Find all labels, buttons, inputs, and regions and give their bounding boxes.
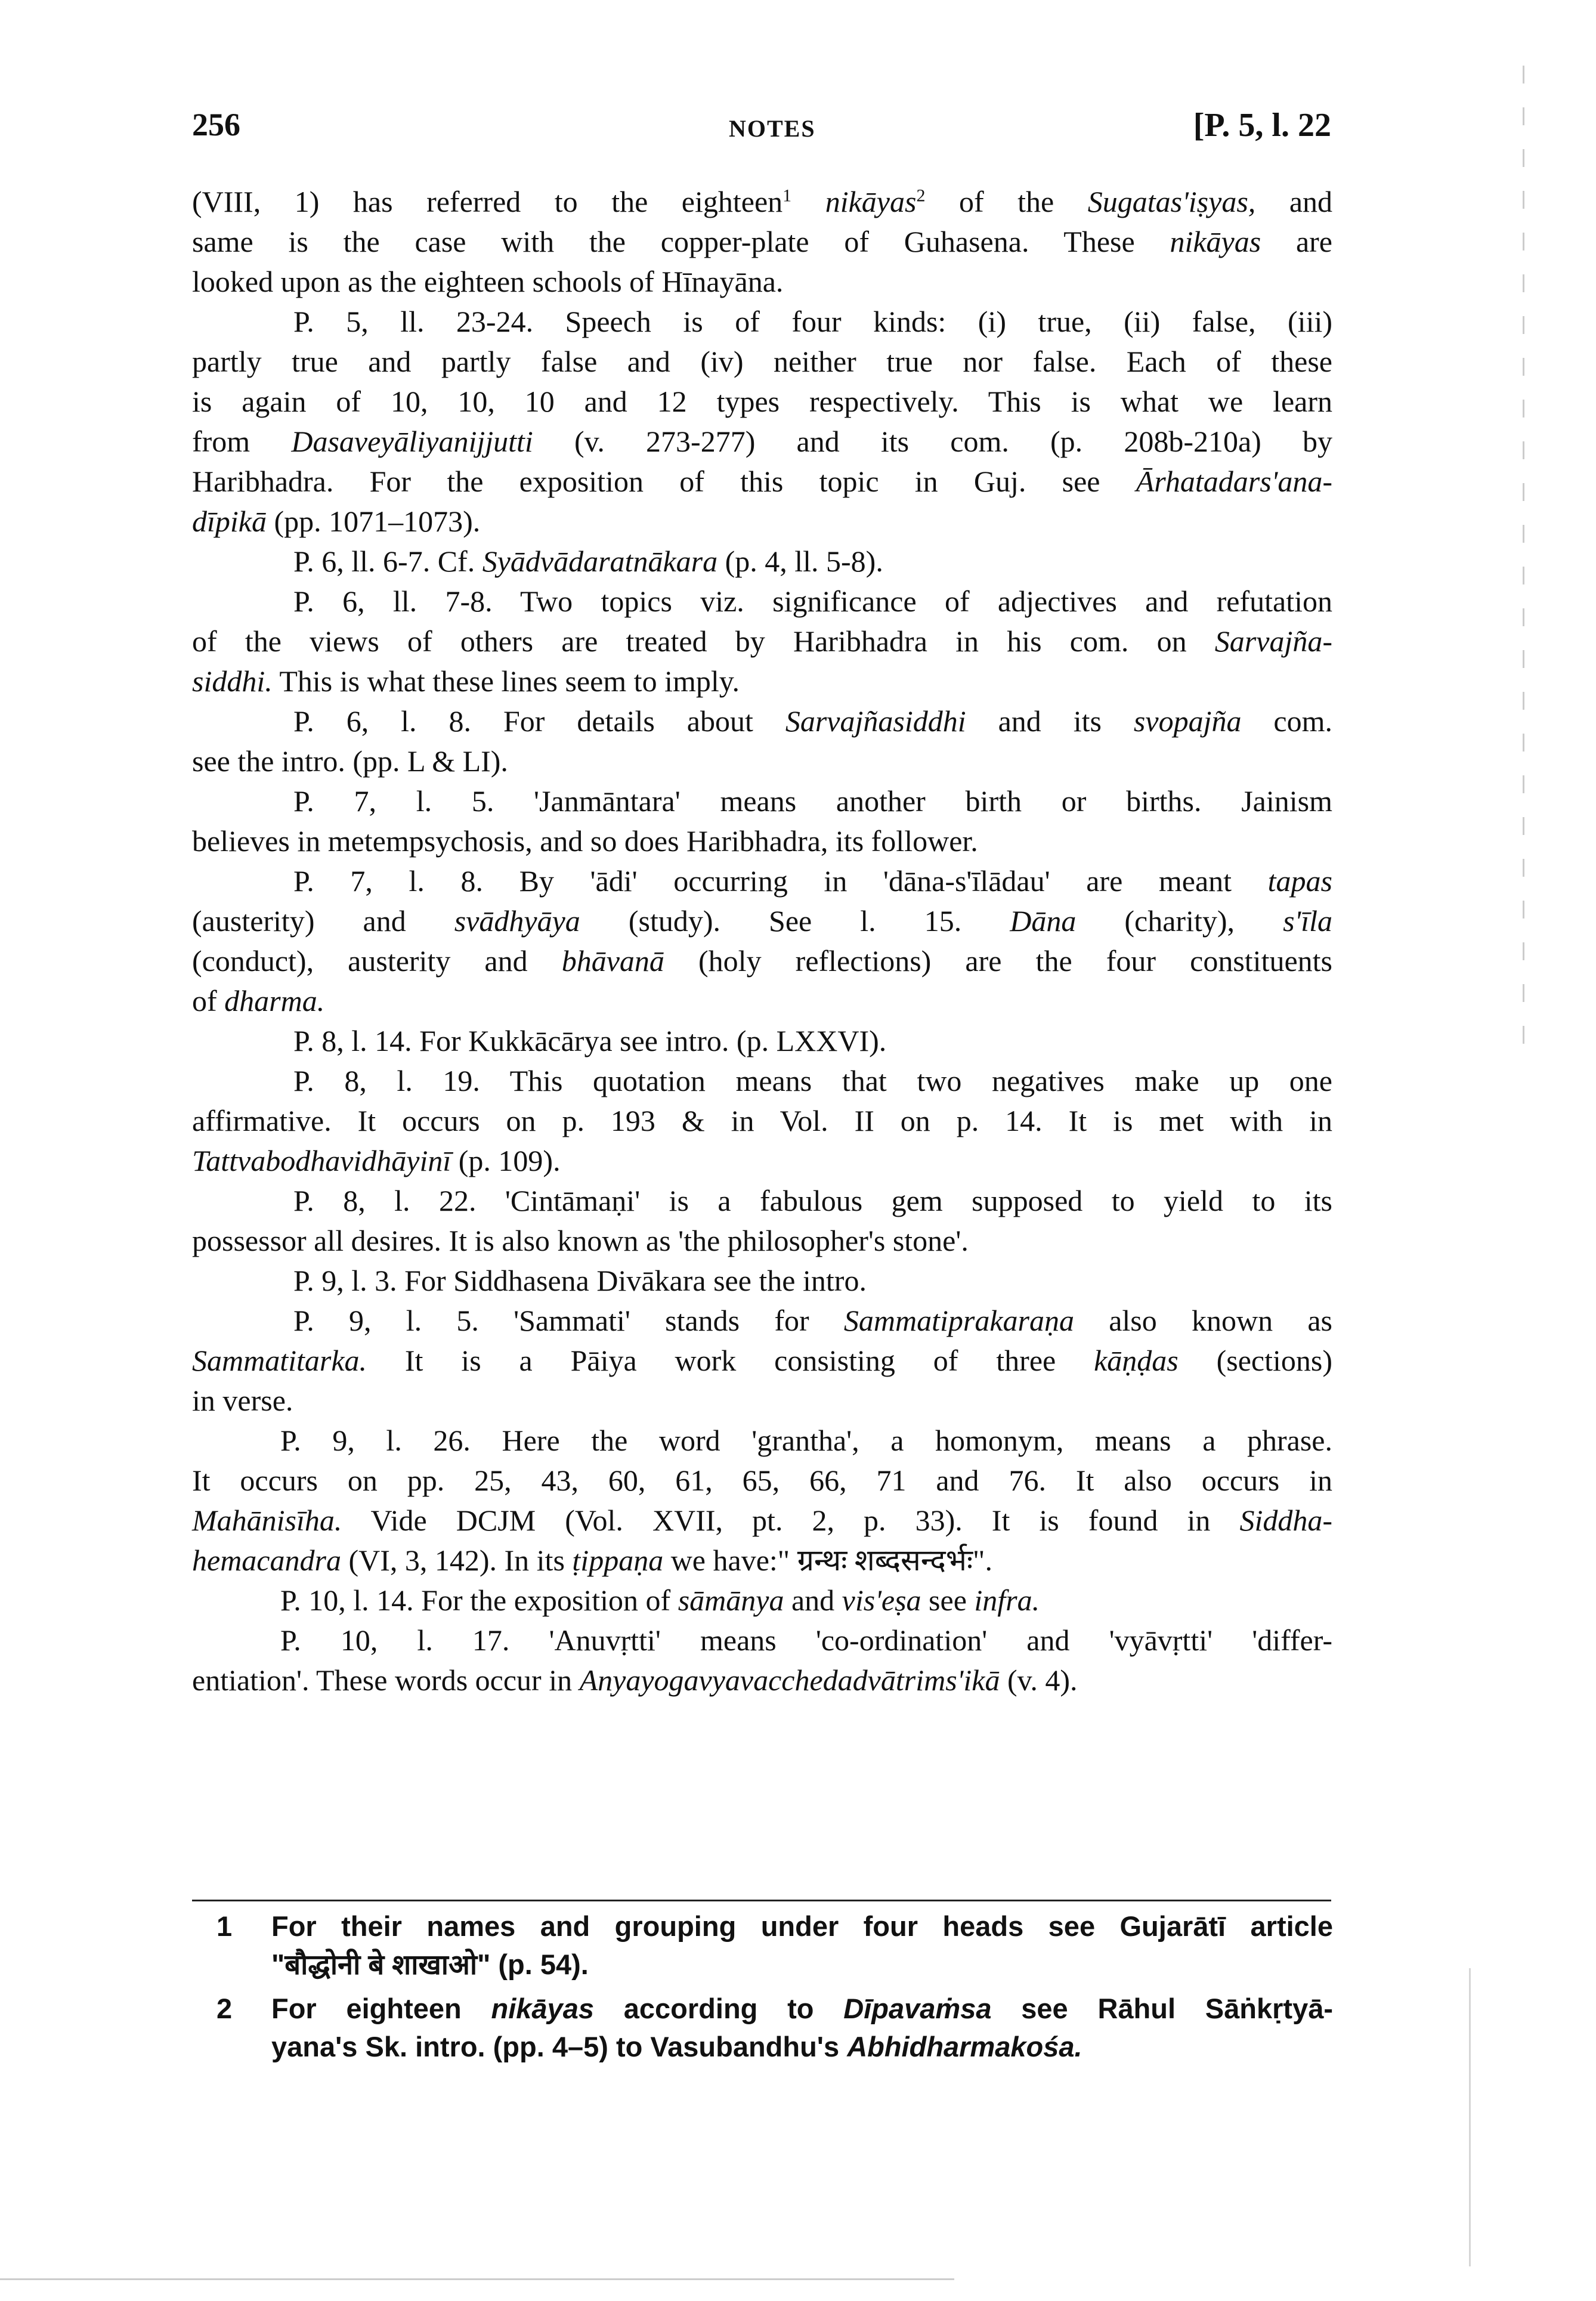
- footnote-number: 1: [216, 1910, 233, 1942]
- text-line: P. 5, ll. 23-24. Speech is of four kinds: (i) true, (ii) false, (iii): [293, 305, 1332, 338]
- page-number: 256: [192, 107, 240, 143]
- text-line: P. 8, l. 14. For Kukkācārya see intro. (p. LXXVI).: [293, 1024, 887, 1057]
- text-line: from Dasaveyāliyanijjutti (v. 273-277) and its com. (p. 208b-210a) by: [192, 425, 1332, 458]
- text-line: of dharma.: [192, 984, 325, 1017]
- text-line: (conduct), austerity and bhāvanā (holy reflections) are the four constituents: [192, 944, 1333, 978]
- text-line: P. 10, l. 17. 'Anuvṛtti' means 'co-ordination' and 'vyāvṛtti' 'differ-: [280, 1623, 1332, 1657]
- text-line: P. 9, l. 26. Here the word 'grantha', a homonym, means a phrase.: [280, 1424, 1332, 1457]
- text-line: Mahānisīha. Vide DCJM (Vol. XVII, pt. 2, p. 33). It is found in Siddha-: [192, 1504, 1332, 1537]
- scan-mark-bottom: [0, 2278, 954, 2280]
- footnote-number: 2: [216, 1993, 233, 2024]
- text-line: It occurs on pp. 25, 43, 60, 61, 65, 66, 71 and 76. It also occurs in: [192, 1464, 1332, 1497]
- footnote-line: For their names and grouping under four heads see Gujarātī article: [271, 1910, 1333, 1942]
- text-line: siddhi. This is what these lines seem to imply.: [192, 664, 740, 698]
- text-line: believes in metempsychosis, and so does Haribhadra, its follower.: [192, 824, 978, 858]
- footnote-1: [216, 1907, 1333, 1984]
- text-line: P. 9, l. 3. For Siddhasena Divākara see the intro.: [293, 1264, 867, 1297]
- footnote-rule: [192, 1900, 1331, 1901]
- main-text: [192, 182, 1332, 1700]
- text-line: dīpikā (pp. 1071–1073).: [192, 505, 481, 538]
- footnote-2: [216, 1990, 1333, 2066]
- text-line: Sammatitarka. It is a Pāiya work consisting of three kāṇḍas (sections): [192, 1344, 1332, 1377]
- text-line: P. 8, l. 22. 'Cintāmaṇi' is a fabulous gem supposed to yield to its: [293, 1184, 1332, 1217]
- text-line: (austerity) and svādhyāya (study). See l. 15. Dāna (charity), s'īla: [192, 904, 1332, 938]
- text-line: same is the case with the copper-plate of Guhasena. These nikāyas are: [192, 225, 1332, 258]
- text-line: affirmative. It occurs on p. 193 & in Vol. II on p. 14. It is met with in: [192, 1104, 1332, 1137]
- text-line: P. 6, ll. 6-7. Cf. Syādvādaratnākara (p. 4, ll. 5-8).: [293, 545, 883, 578]
- text-line: P. 6, l. 8. For details about Sarvajñasiddhi and its svopajña com.: [293, 704, 1332, 738]
- text-line: P. 10, l. 14. For the exposition of sāmānya and vis'eṣa see infra.: [280, 1584, 1040, 1617]
- text-line: P. 8, l. 19. This quotation means that two negatives make up one: [293, 1064, 1332, 1097]
- text-line: hemacandra (VI, 3, 142). In its ṭippaṇa we have:" ग्रन्थः शब्दसन्दर्भः".: [192, 1544, 992, 1577]
- text-line: P. 6, ll. 7-8. Two topics viz. significance of adjectives and refutation: [293, 584, 1332, 618]
- page-title: NOTES: [729, 115, 816, 142]
- text-line: Tattvabodhavidhāyinī (p. 109).: [192, 1144, 561, 1177]
- text-line: in verse.: [192, 1384, 293, 1417]
- text-line: P. 7, l. 5. 'Janmāntara' means another birth or births. Jainism: [293, 784, 1332, 818]
- running-header: [192, 106, 1331, 154]
- text-line: entiation'. These words occur in Anyayogavyavacchedadvātrims'ikā (v. 4).: [192, 1663, 1078, 1697]
- text-line: possessor all desires. It is also known as 'the philosopher's stone'.: [192, 1224, 969, 1257]
- text-line: P. 9, l. 5. 'Sammati' stands for Sammatiprakaraṇa also known as: [293, 1304, 1332, 1337]
- text-line: looked upon as the eighteen schools of Hīnayāna.: [192, 265, 784, 298]
- text-line: see the intro. (pp. L & LI).: [192, 744, 508, 778]
- text-line: P. 7, l. 8. By 'ādi' occurring in 'dāna-s'īlādau' are meant tapas: [293, 864, 1332, 898]
- scan-mark-right: [1523, 66, 1524, 1056]
- text-line: partly true and partly false and (iv) neither true nor false. Each of these: [192, 345, 1332, 378]
- footnote-line: "बौद्धोनी बे शाखाओ" (p. 54).: [271, 1949, 589, 1980]
- footnote-line: For eighteen nikāyas according to Dīpavaṁsa see Rāhul Sāṅkṛtyā-: [271, 1993, 1333, 2024]
- text-line: Haribhadra. For the exposition of this topic in Guj. see Ārhatadars'ana-: [192, 465, 1332, 498]
- footnote-line: yana's Sk. intro. (pp. 4–5) to Vasubandhu's Abhidharmakośa.: [271, 2031, 1082, 2062]
- page-reference: [P. 5, l. 22: [1193, 107, 1331, 144]
- text-line: of the views of others are treated by Haribhadra in his com. on Sarvajña-: [192, 624, 1332, 658]
- scan-mark-corner: [1469, 1968, 1471, 2266]
- text-line: (VIII, 1) has referred to the eighteen$^1$ nikāyas$^2$ of the Sugatas'iṣyas, and: [192, 185, 1333, 218]
- text-line: is again of 10, 10, 10 and 12 types respectively. This is what we learn: [192, 385, 1332, 418]
